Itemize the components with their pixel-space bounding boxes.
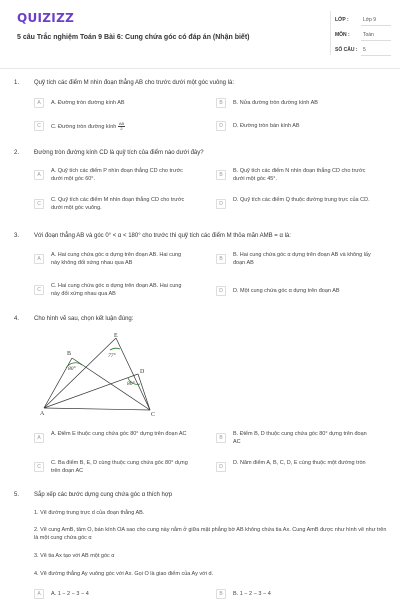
option-letter: C [34,462,44,472]
answer-option-d[interactable] [216,196,376,216]
meta-count-label: SỐ CÂU : [335,47,358,53]
point-label-a: A [40,411,45,416]
meta-subject-label: MÔN : [335,32,350,38]
option-text: A. 1 − 2 − 3 − 4 [51,591,89,597]
segment-ac [44,408,150,410]
option-letter: A [34,433,44,443]
option-letter: A [34,589,44,599]
header-divider [0,68,400,69]
option-text: B. Nửa đường tròn đường kính AB [233,100,318,106]
answer-option-d[interactable] [216,121,376,135]
option-text: A. Đường tròn đường kính AB [51,100,125,106]
option-text: A. Quỹ tích các điểm P nhìn đoạn thẳng CD cho trước dưới một góc 60°. [51,168,183,182]
option-text: A. Điểm E thuộc cung chứa góc 80° dựng trên đoạn AC [51,431,187,437]
answer-option-c[interactable] [34,121,194,135]
worksheet-title: 5 câu Trắc nghiệm Toán 9 Bài 6: Cung chứa góc có đáp án (Nhận biết) [17,34,250,41]
question-number: 5. [14,492,20,498]
answer-option-b[interactable] [216,430,376,450]
angle-label-b: 80° [68,366,76,372]
segment-ae [44,338,116,408]
answer-option-a[interactable] [34,251,194,271]
option-text: B. Điểm B, D thuộc cung chứa góc 80° dựng trên đoạn AC [233,431,367,445]
worksheet-header [0,0,400,68]
option-letter: D [216,286,226,296]
construction-step: 1. Vẽ đường trung trực d của đoạn thẳng AB. [34,510,145,516]
angle-label-e: 77° [108,353,116,359]
angle-label-d: 80° [127,381,135,387]
fraction-denominator: 2 [120,126,123,131]
option-text: C. Đường tròn đường kính [51,123,117,130]
option-letter: D [216,121,226,131]
meta-underline [361,40,391,41]
question-text: Sắp xếp các bước dựng cung chứa góc α thích hợp [34,492,173,498]
segment-dc [138,374,150,410]
option-letter: B [216,433,226,443]
meta-count [335,45,391,57]
question-text: Quỹ tích các điểm M nhìn đoạn thẳng AB cho trước dưới một góc vuông là: [34,80,235,86]
question-number: 4. [14,316,20,322]
answer-option-b[interactable] [216,251,376,271]
answer-option-c[interactable] [34,196,194,216]
answer-option-a[interactable] [34,98,194,112]
question-number: 3. [14,233,20,239]
option-letter: B [216,98,226,108]
question-text: Đường tròn đường kính CD là quỹ tích của điểm nào dưới đây? [34,150,204,156]
option-text: A. Hai cung chứa góc α dựng trên đoạn AB. Hai cung này không đối xứng nhau qua AB [51,252,182,266]
option-text: B. Quỹ tích các điểm N nhìn đoạn thẳng CD cho trước dưới một góc 45°. [233,168,366,182]
question-text: Cho hình vẽ sau, chọn kết luận đúng: [34,316,134,322]
meta-class-value: Lớp 9 [363,17,377,23]
option-text-wrapper [51,122,191,131]
option-text: B. Hai cung chứa góc α dựng trên đoạn AB và không lấy đoạn AB [233,252,371,266]
meta-underline [361,55,391,56]
option-text: C. Hai cung chứa góc α dựng trên đoạn AB. Hai cung này đối xứng nhau qua AB [51,283,182,297]
answer-option-d[interactable] [216,286,376,300]
option-letter: D [216,199,226,209]
option-text: D. Một cung chứa góc α dựng trên đoạn AB [233,288,340,294]
meta-subject-value: Toán [363,32,374,38]
answer-option-b[interactable] [216,589,376,600]
option-text: D. Năm điểm A, B, C, D, E cùng thuộc một đường tròn [233,460,366,466]
answer-option-a[interactable] [34,167,194,187]
construction-step: 3. Vẽ tia Ax tạo với AB một góc α [34,553,115,559]
answer-option-a[interactable] [34,589,194,600]
answer-option-b[interactable] [216,167,376,187]
option-text: D. Đường tròn bán kính AB [233,123,300,129]
option-letter: B [216,170,226,180]
option-letter: D [216,462,226,472]
quizizz-logo: QUIZIZZ [17,11,75,25]
option-text: C. Ba điểm B, E, D cùng thuộc cung chứa góc 80° dựng trên đoạn AC [51,460,188,474]
option-letter: A [34,254,44,264]
point-label-c: C [151,412,156,416]
answer-option-c[interactable] [34,459,194,479]
option-letter: A [34,98,44,108]
option-text: C. Quỹ tích các điểm M nhìn đoạn thẳng CD cho trước dưới một góc vuông. [51,197,185,211]
option-letter: B [216,589,226,599]
meta-count-value: 5 [363,47,366,53]
question-number: 2. [14,150,20,156]
point-label-e: E [114,333,118,339]
answer-option-b[interactable] [216,98,376,112]
answer-option-c[interactable] [34,282,194,302]
question-text: Với đoạn thẳng AB và góc 0° < α < 180° cho trước thì quỹ tích các điểm M thỏa mãn AMB = α là: [34,233,291,239]
meta-class-label: LỚP : [335,17,349,23]
option-letter: B [216,254,226,264]
question-number: 1. [14,80,20,86]
option-text: D. Quỹ tích các điểm Q thuộc đường trung trực của CD. [233,197,370,203]
geometry-figure [40,332,160,416]
option-letter: A [34,170,44,180]
point-label-b: B [67,351,72,357]
meta-underline [361,25,391,26]
meta-class [335,15,391,27]
meta-subject [335,30,391,42]
point-label-d: D [140,369,145,375]
segment-ad [44,374,138,408]
worksheet-meta [330,11,388,55]
fraction-numerator: AB [118,121,125,126]
fraction [118,122,125,131]
option-letter: C [34,121,44,131]
angle-arc-e [110,348,120,350]
option-letter: C [34,285,44,295]
option-text: B. 1 − 2 − 3 − 4 [233,591,271,597]
construction-step: 4. Vẽ đường thẳng Ay vuông góc với Ax. Gọi O là giao điểm của Ay với d. [34,571,214,577]
answer-option-a[interactable] [34,430,194,450]
segment-ec [116,338,150,410]
construction-step: 2. Vẽ cung AmB, tâm O, bán kính OA sao cho cung này nằm ở giữa mặt phẳng bờ AB không chứa tia Ax. Cung AmB được như hình vẽ như trên là một cung chứa góc α [34,527,387,541]
answer-option-d[interactable] [216,459,376,479]
option-letter: C [34,199,44,209]
